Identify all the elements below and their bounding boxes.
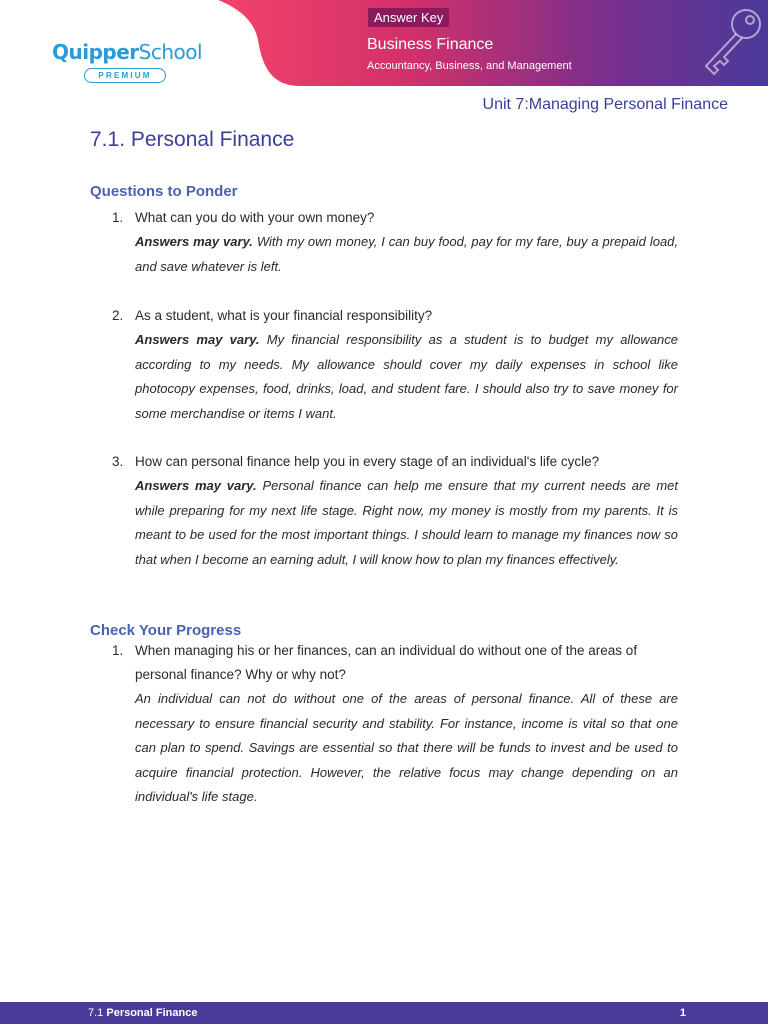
footer-section	[88, 1007, 197, 1019]
page-title: 7.1. Personal Finance	[90, 128, 295, 151]
item-number: 3.	[112, 454, 124, 469]
answer-lead: Answers may vary.	[135, 332, 260, 347]
progress-item-1	[112, 639, 678, 810]
logo-premium-badge: PREMIUM	[84, 68, 166, 83]
question-text: When managing his or her finances, can an individual do without one of the areas of personal finance? Why or why not?	[135, 643, 638, 682]
answer-body: My financial responsibility as a student is to budget my allowance according to my needs. My allowance should cover my daily expenses in school like photocopy expenses, food, drinks, load, and student fare. I should also try to save money for some merchandise or items I want.	[135, 332, 679, 421]
course-subtitle: Accountancy, Business, and Management	[367, 60, 572, 72]
page-footer	[0, 1002, 768, 1024]
check-your-progress-heading: Check Your Progress	[90, 622, 242, 639]
page-number: 1	[679, 1007, 686, 1019]
questions-to-ponder-heading: Questions to Ponder	[90, 183, 238, 200]
key-icon	[700, 6, 766, 82]
answer-text: An individual can not do without one of the areas of personal finance. All of these are necessary to ensure financial security and stability. For instance, income is vital so that one can plan to spend. Savings are essential so that there will be funds to invest and be used to acquire financial protection. However, the relative focus may change depending on an individual's life stage.	[135, 691, 678, 804]
answer-text	[135, 328, 678, 426]
logo-main-text: Quipper	[52, 40, 139, 64]
answer-text	[135, 474, 678, 572]
unit-title: Unit 7:Managing Personal Finance	[482, 96, 728, 113]
quipper-school-logo	[52, 40, 202, 83]
answer-body: Personal finance can help me ensure that my current needs are met while preparing for my next life stage. Right now, my money is mostly from my parents. It is meant to be used for the most important things. I should learn to manage my finances now so that when I become an earning adult, I will know how to plan my finances effectively.	[135, 478, 678, 567]
answer-lead: Answers may vary.	[135, 478, 257, 493]
item-number: 1.	[112, 643, 124, 658]
question-text: How can personal finance help you in every stage of an individual's life cycle?	[135, 454, 600, 469]
item-number: 1.	[112, 210, 124, 225]
answer-text	[135, 230, 678, 279]
course-title: Business Finance	[367, 36, 494, 53]
ponder-item-1	[112, 206, 678, 279]
logo-school-text: School	[138, 40, 203, 64]
answer-body: With my own money, I can buy food, pay for my fare, buy a prepaid load, and save whatever is left.	[135, 234, 679, 274]
footer-section-name: Personal Finance	[106, 1007, 198, 1019]
question-text: As a student, what is your financial responsibility?	[135, 308, 433, 323]
item-number: 2.	[112, 308, 124, 323]
ponder-item-3	[112, 450, 678, 572]
question-text: What can you do with your own money?	[135, 210, 375, 225]
answer-key-badge: Answer Key	[368, 8, 449, 27]
ponder-item-2	[112, 304, 678, 426]
footer-section-number: 7.1	[88, 1007, 104, 1019]
answer-lead: Answers may vary.	[135, 234, 253, 249]
logo-wordmark	[52, 40, 202, 64]
